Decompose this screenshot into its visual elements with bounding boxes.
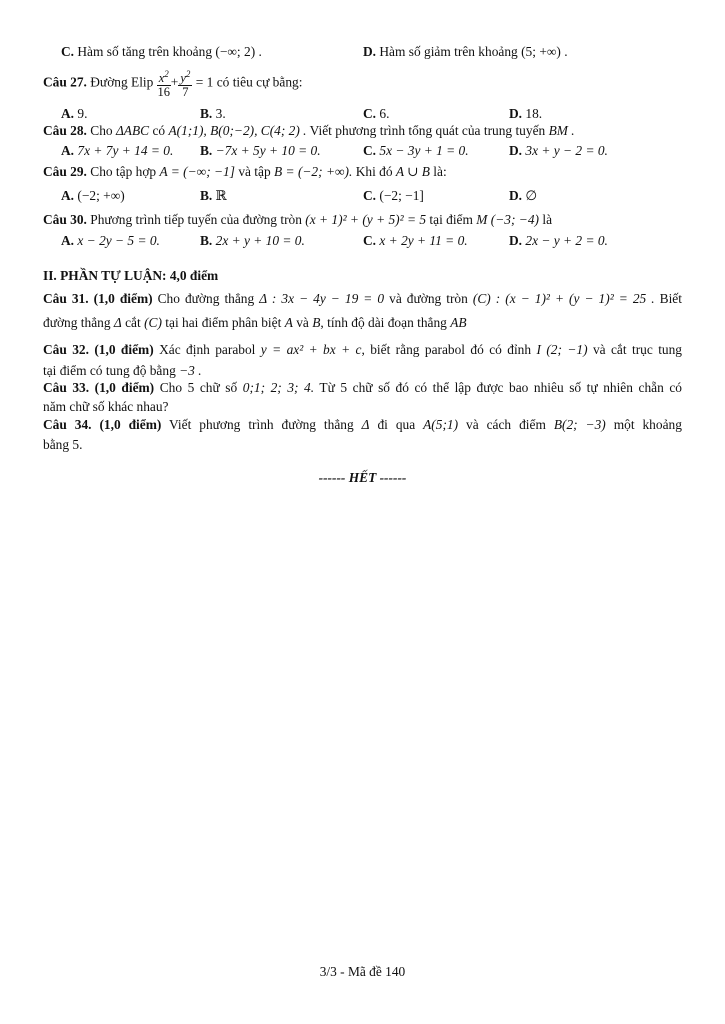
q26-option-c	[61, 44, 262, 60]
option-text: Hàm số tăng trên khoảng	[77, 44, 213, 59]
question-label: Câu 28.	[43, 123, 87, 138]
question-label: Câu 34. (1,0 điểm)	[43, 417, 162, 432]
question-label: Câu 32. (1,0 điểm)	[43, 342, 154, 357]
q29-option-a: A. (−2; +∞)	[61, 188, 125, 203]
set-b: B = (−2; +∞).	[274, 164, 353, 179]
page-footer: 3/3 - Mã đề 140	[319, 964, 406, 979]
digits: 0;1; 2; 3; 4.	[242, 380, 315, 395]
q29-option-c: C. (−2; −1]	[363, 188, 424, 203]
equals-one: = 1	[195, 74, 214, 90]
option-math: (5; +∞) .	[521, 44, 568, 59]
q30-option-d: D. 2x − y + 2 = 0.	[509, 233, 608, 248]
end-mark: ------ HẾT ------	[318, 470, 407, 485]
option-math: (−∞; 2) .	[215, 44, 262, 59]
triangle-abc: ΔABC	[115, 123, 150, 138]
point-a: A(5;1)	[423, 417, 459, 432]
set-a: A = (−∞; −1]	[159, 164, 235, 179]
q28-option-d: D. 3x + y − 2 = 0.	[509, 143, 608, 158]
question-label: Câu 27.	[43, 74, 87, 90]
question-text: Đường Elip	[90, 74, 154, 90]
q32-line2: tại điểm có tung độ bằng −3 .	[43, 363, 202, 378]
q27-option-d: D. 18.	[509, 106, 543, 121]
question-text-after: có tiêu cự bằng:	[216, 74, 303, 90]
q28-option-a: A. 7x + 7y + 14 = 0.	[61, 143, 174, 158]
q27-option-c: C. 6.	[363, 106, 390, 121]
q31-line1: Câu 31. (1,0 điểm) Cho đường thẳng Δ : 3x − 4y − 19 = 0 và đường tròn (C) : (x − 1)² + (y − 1)² = 25 . Biết	[43, 291, 682, 306]
q30-option-c: C. x + 2y + 11 = 0.	[363, 233, 468, 248]
q32-line1: Câu 32. (1,0 điểm) Xác định parabol y = ax² + bx + c, biết rằng parabol đó có đỉnh I (2; −1) và cắt trục tung	[43, 342, 682, 357]
q26-option-d	[363, 44, 568, 60]
line-delta: Δ : 3x − 4y − 19 = 0	[259, 291, 385, 306]
q28-option-b: B. −7x + 5y + 10 = 0.	[200, 143, 321, 158]
vertex: I (2; −1)	[536, 342, 588, 357]
fraction-y: $\frac{y^2}{7}$	[180, 69, 191, 100]
points: A(1;1), B(0;−2), C(4; 2) .	[168, 123, 307, 138]
q33-line2: năm chữ số khác nhau?	[43, 399, 169, 414]
point-b: B(2; −3)	[553, 417, 606, 432]
question-label: Câu 30.	[43, 212, 87, 227]
option-label: D.	[363, 44, 377, 59]
question-label: Câu 31. (1,0 điểm)	[43, 291, 153, 306]
q27-option-a: A. 9.	[61, 106, 88, 121]
section-title: II. PHẦN TỰ LUẬN: 4,0 điểm	[43, 268, 219, 283]
fraction-x: $\frac{x^2}{16}$	[157, 69, 170, 100]
q28-option-c: C. 5x − 3y + 1 = 0.	[363, 143, 469, 158]
circle-equation: (x + 1)² + (y + 5)² = 5	[305, 212, 427, 227]
option-label: C.	[61, 44, 75, 59]
parabola: y = ax² + bx + c	[260, 342, 362, 357]
union: A ∪ B	[395, 164, 430, 179]
median-bm: BM .	[548, 123, 575, 138]
q29-option-b: B. ℝ	[200, 188, 227, 203]
q29-option-d: D. ∅	[509, 188, 538, 203]
q29-stem: Câu 29. Cho tập hợp A = (−∞; −1] và tập B = (−2; +∞). Khi đó A ∪ B là:	[43, 164, 447, 179]
q30-stem: Câu 30. Phương trình tiếp tuyến của đường tròn (x + 1)² + (y + 5)² = 5 tại điểm M (−3; −4) là	[43, 212, 553, 227]
q30-option-a: A. x − 2y − 5 = 0.	[61, 233, 160, 248]
q30-option-b: B. 2x + y + 10 = 0.	[200, 233, 305, 248]
question-label: Câu 33. (1,0 điểm)	[43, 380, 155, 395]
q27-option-b: B. 3.	[200, 106, 226, 121]
plus-sign: +	[170, 74, 179, 90]
q31-line2: đường thẳng Δ cắt (C) tại hai điểm phân biệt A và B, tính độ dài đoạn thẳng AB	[43, 315, 467, 330]
point-m: M (−3; −4)	[476, 212, 539, 227]
option-text: Hàm số giảm trên khoảng	[379, 44, 518, 59]
q34-line2: bằng 5.	[43, 437, 83, 452]
q33-line1: Câu 33. (1,0 điểm) Cho 5 chữ số 0;1; 2; 3; 4. Từ 5 chữ số đó có thể lập được bao nhiêu số tự nhiên chẵn có	[43, 380, 682, 395]
circle-c: (C) : (x − 1)² + (y − 1)² = 25 .	[472, 291, 655, 306]
q27-stem	[43, 68, 302, 99]
q34-line1: Câu 34. (1,0 điểm) Viết phương trình đường thẳng Δ đi qua A(5;1) và cách điểm B(2; −3) một khoảng	[43, 417, 682, 432]
q28-stem: Câu 28. Cho ΔABC có A(1;1), B(0;−2), C(4; 2) . Viết phương trình tổng quát của trung tuyến BM .	[43, 123, 575, 138]
question-label: Câu 29.	[43, 164, 87, 179]
